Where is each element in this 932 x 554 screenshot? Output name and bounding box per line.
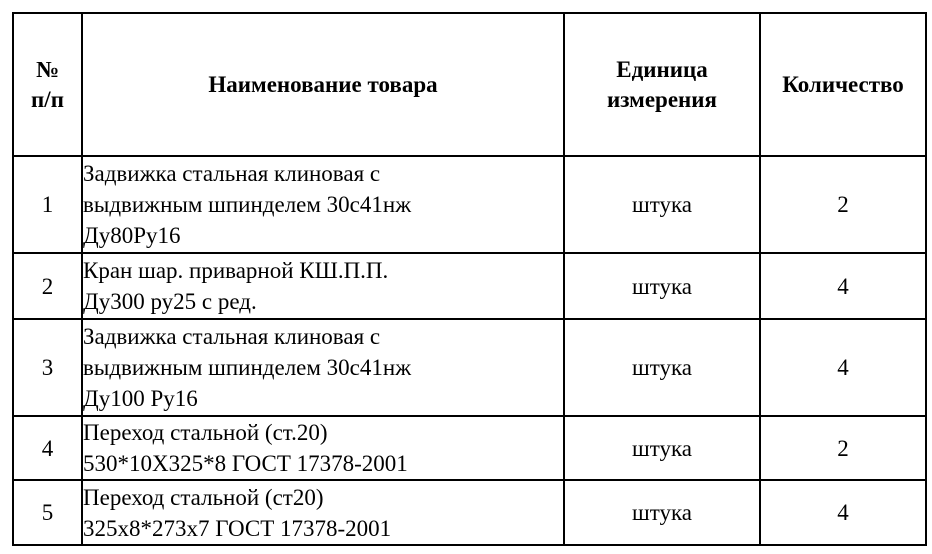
row-num: 5 [13,480,82,545]
row-name: Задвижка стальная клиновая с выдвижным шпинделем 30с41нж Ду100 Ру16 [82,319,564,416]
row-qty: 2 [760,156,926,253]
row-qty: 2 [760,416,926,480]
row-qty: 4 [760,253,926,319]
row-name: Задвижка стальная клиновая с выдвижным шпинделем 30с41нж Ду80Ру16 [82,156,564,253]
table-header-row [13,13,926,156]
table-row [13,319,926,416]
row-unit: штука [564,319,760,416]
row-name: Переход стальной (ст.20) 530*10Х325*8 ГОСТ 17378-2001 [82,416,564,480]
row-qty: 4 [760,319,926,416]
row-unit: штука [564,253,760,319]
header-name: Наименование товара [82,13,564,156]
table-row [13,253,926,319]
header-unit: Единица измерения [564,13,760,156]
header-qty: Количество [760,13,926,156]
table-row [13,416,926,480]
row-unit: штука [564,480,760,545]
row-name: Переход стальной (ст20) 325х8*273х7 ГОСТ 17378-2001 [82,480,564,545]
header-num: № п/п [13,13,82,156]
row-qty: 4 [760,480,926,545]
row-num: 4 [13,416,82,480]
row-num: 2 [13,253,82,319]
row-name: Кран шар. приварной КШ.П.П. Ду300 ру25 с ред. [82,253,564,319]
row-unit: штука [564,156,760,253]
goods-table [12,12,927,546]
table-row [13,480,926,545]
row-unit: штука [564,416,760,480]
row-num: 1 [13,156,82,253]
table-row [13,156,926,253]
row-num: 3 [13,319,82,416]
